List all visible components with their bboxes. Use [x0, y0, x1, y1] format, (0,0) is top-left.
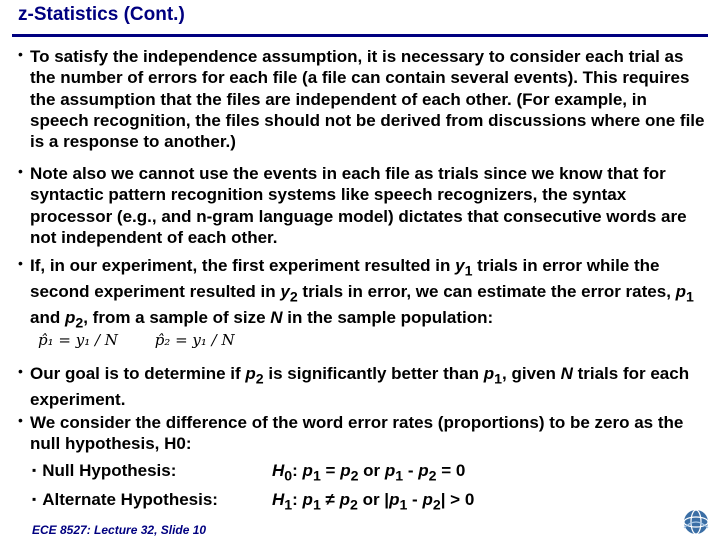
title-divider	[12, 34, 708, 37]
bullet-text: We consider the difference of the word error rates (proportions) to be zero as the null hypothesis, H0:	[30, 413, 684, 454]
bullet-text: To satisfy the independence assumption, it is necessary to consider each trial as the number of errors for each file (a file can contain several events). This requires the assumption that the files are independent of each other. (For example, in speech recognition, the files should not be derived from discussions where one file is a response to another.)	[30, 47, 705, 151]
slide-title: z-Statistics (Cont.)	[18, 4, 185, 25]
bullet-text: Our goal is to determine if $p_2$ is significantly better than $p_1$, given N trials for each experiment.	[30, 364, 690, 410]
bullet-text: If, in our experiment, the first experiment resulted in $y_1$ trials in error while the second experiment resulted in $y_2$ trials in error, we can estimate the error rates, $p_1$ and $p_2$, from a sample of size N in the sample population:	[30, 256, 694, 332]
sub-bullet-marker: ▪	[32, 463, 37, 477]
sub-bullet-marker: ▪	[32, 492, 37, 506]
null-hypothesis-label: Null Hypothesis:	[42, 461, 177, 480]
alternate-hypothesis-label: Alternate Hypothesis:	[42, 490, 218, 509]
bullet-marker: •	[18, 163, 23, 179]
slide-footer: ECE 8527: Lecture 32, Slide 10	[32, 523, 207, 537]
formula-p2: p̂₂ = y₁ / N	[154, 331, 235, 349]
bullet-goal	[18, 363, 706, 410]
bullet-marker: •	[18, 255, 23, 271]
bullet-experiment	[18, 255, 706, 333]
formula-p1: p̂₁ = y₁ / N	[38, 331, 118, 349]
error-rate-formula	[38, 331, 267, 349]
university-logo-icon	[680, 508, 712, 536]
alternate-hypothesis-expression: $H_1$: $p_1 \ne p_2$ or $|p_1 - p_2| > 0$	[272, 490, 475, 514]
null-hypothesis-row	[32, 461, 466, 485]
bullet-marker: •	[18, 363, 23, 379]
bullet-independence	[18, 46, 706, 152]
bullet-marker: •	[18, 412, 23, 428]
bullet-events	[18, 163, 706, 248]
alternate-hypothesis-row	[32, 490, 475, 514]
bullet-null-hypothesis	[18, 412, 706, 455]
bullet-text: Note also we cannot use the events in each file as trials since we know that for syntactic pattern recognition systems like speech recognizers, the syntax processor (e.g., and n-gram language model) dictates that consecutive words are not independent of each other.	[30, 164, 687, 247]
null-hypothesis-expression: $H_0$: $p_1 = p_2$ or $p_1 - p_2 = 0$	[272, 461, 466, 485]
bullet-marker: •	[18, 46, 23, 62]
